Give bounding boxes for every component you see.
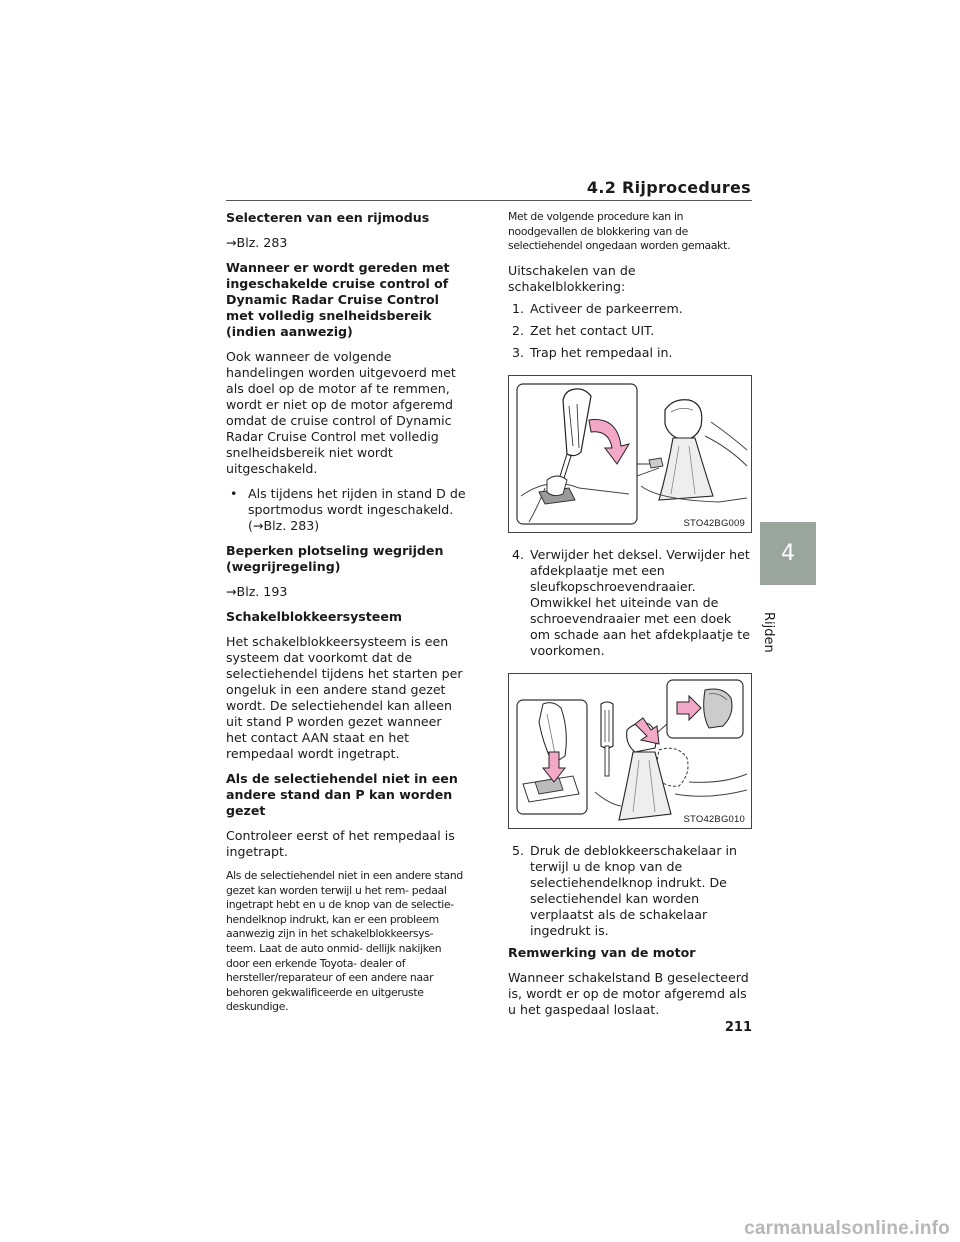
- step-number: 5.: [512, 842, 525, 858]
- text-release-intro: Uitschakelen van de schakelblokkering:: [508, 262, 636, 294]
- step-text: Zet het contact UIT.: [530, 322, 655, 338]
- text-cruise-control: Ook wanneer de volgende handelingen worden uitgevoerd met als doel op de motor af te remmen, wordt er niet op de motor afgeremd omdat de cruise control of Dynamic Radar Cruise Control met volledig snelheidsbereik niet wordt uitgeschakeld.: [226, 349, 456, 476]
- text-shift-lock: Het schakelblokkeersysteem is een systeem dat voorkomt dat de selectiehendel tijdens het starten per ongeluk in een andere stand gezet wordt. De selectiehendel kan alleen uit stand P worden gezet wanneer het contact AAN staat en het rempedaal wordt ingetrapt.: [226, 634, 463, 761]
- step-text: Trap het rempedaal in.: [530, 344, 673, 360]
- figure-release-button: [508, 673, 752, 829]
- step-number: 2.: [512, 322, 525, 338]
- step-number: 4.: [512, 546, 525, 562]
- step-2: [508, 323, 752, 339]
- steps-list-c: [508, 843, 752, 939]
- illustration-shift-release: [509, 674, 751, 828]
- chapter-tab[interactable]: [760, 522, 816, 585]
- steps-list-a: [508, 301, 752, 361]
- text-emergency-release: Met de volgende procedure kan in noodgevallen de blokkering van de selectiehendel ongedaan worden gemaakt.: [508, 210, 731, 253]
- step-4: [508, 547, 752, 659]
- heading-drive-mode: Selecteren van een rijmodus: [226, 210, 430, 225]
- right-column: [508, 210, 752, 1027]
- step-1: [508, 301, 752, 317]
- bullet-text: Als tijdens het rijden in stand D de sportmodus wordt ingeschakeld. (→Blz. 283): [248, 486, 466, 533]
- figure-code: STO42BG009: [683, 517, 745, 529]
- section-title: 4.2 Rijprocedures: [586, 178, 751, 197]
- step-text: Activeer de parkeerrem.: [530, 300, 683, 316]
- step-text: Druk de deblokkeerschakelaar in terwijl u de knop van de selectiehendelknop indrukt. De selectiehendel kan worden verplaatst als de schakelaar ingedrukt is.: [530, 842, 738, 938]
- heading-shift-lock: Schakelblokkeersysteem: [226, 609, 403, 624]
- step-number: 3.: [512, 344, 525, 360]
- ref-drive-start-control[interactable]: →Blz. 193: [226, 584, 288, 599]
- step-number: 1.: [512, 300, 525, 316]
- watermark-text: carmanualsonline.info: [744, 1218, 950, 1239]
- step-text: Verwijder het deksel. Verwijder het afdekplaatje met een sleufkopschroevendraaier. Omwikkel het uiteinde van de schroevendraaier met een doek om schade aan het afdekplaatje te voorkomen.: [530, 546, 750, 658]
- illustration-screwdriver-cover: [509, 376, 751, 532]
- chapter-label-text: Rijden: [761, 612, 776, 653]
- heading-drive-start-control: Beperken plotseling wegrijden (wegrijregeling): [226, 543, 444, 574]
- chapter-label: [761, 590, 802, 653]
- bullet-dot: •: [230, 486, 238, 501]
- step-3: [508, 345, 752, 361]
- heading-cannot-shift: Als de selectiehendel niet in een andere stand dan P kan worden gezet: [226, 771, 458, 818]
- figure-code: STO42BG010: [683, 813, 745, 825]
- left-column: [226, 210, 466, 1024]
- text-shift-lock-problem: Als de selectiehendel niet in een andere stand gezet kan worden terwijl u het rem- pedaal ingetrapt hebt en u de knop van de selectie- hendelknop indrukt, kan er een probleem aanwezig zijn in het schakelblokkeersys- teem. Laat de auto onmid- dellijk nakijken door een erkende Toyota- dealer of hersteller/reparateur of een andere naar behoren gekwalificeerde en uitgeruste deskundige.: [226, 869, 463, 1014]
- text-engine-brake: Wanneer schakelstand B geselecteerd is, wordt er op de motor afgeremd als u het gaspedaal loslaat.: [508, 969, 749, 1017]
- steps-list-b: [508, 547, 752, 659]
- figure-cover-removal: [508, 375, 752, 533]
- chapter-number: 4: [781, 541, 795, 566]
- heading-engine-brake: Remwerking van de motor: [508, 944, 696, 960]
- step-5: [508, 843, 752, 939]
- header-rule: [226, 200, 752, 201]
- bullet-sport-mode: [226, 486, 466, 534]
- text-check-pedal: Controleer eerst of het rempedaal is ingetrapt.: [226, 828, 455, 859]
- heading-cruise-control: Wanneer er wordt gereden met ingeschakelde cruise control of Dynamic Radar Cruise Control met volledig snelheidsbereik (indien aanwezig): [226, 260, 450, 339]
- ref-drive-mode[interactable]: →Blz. 283: [226, 235, 288, 250]
- page-number: 211: [724, 1020, 752, 1035]
